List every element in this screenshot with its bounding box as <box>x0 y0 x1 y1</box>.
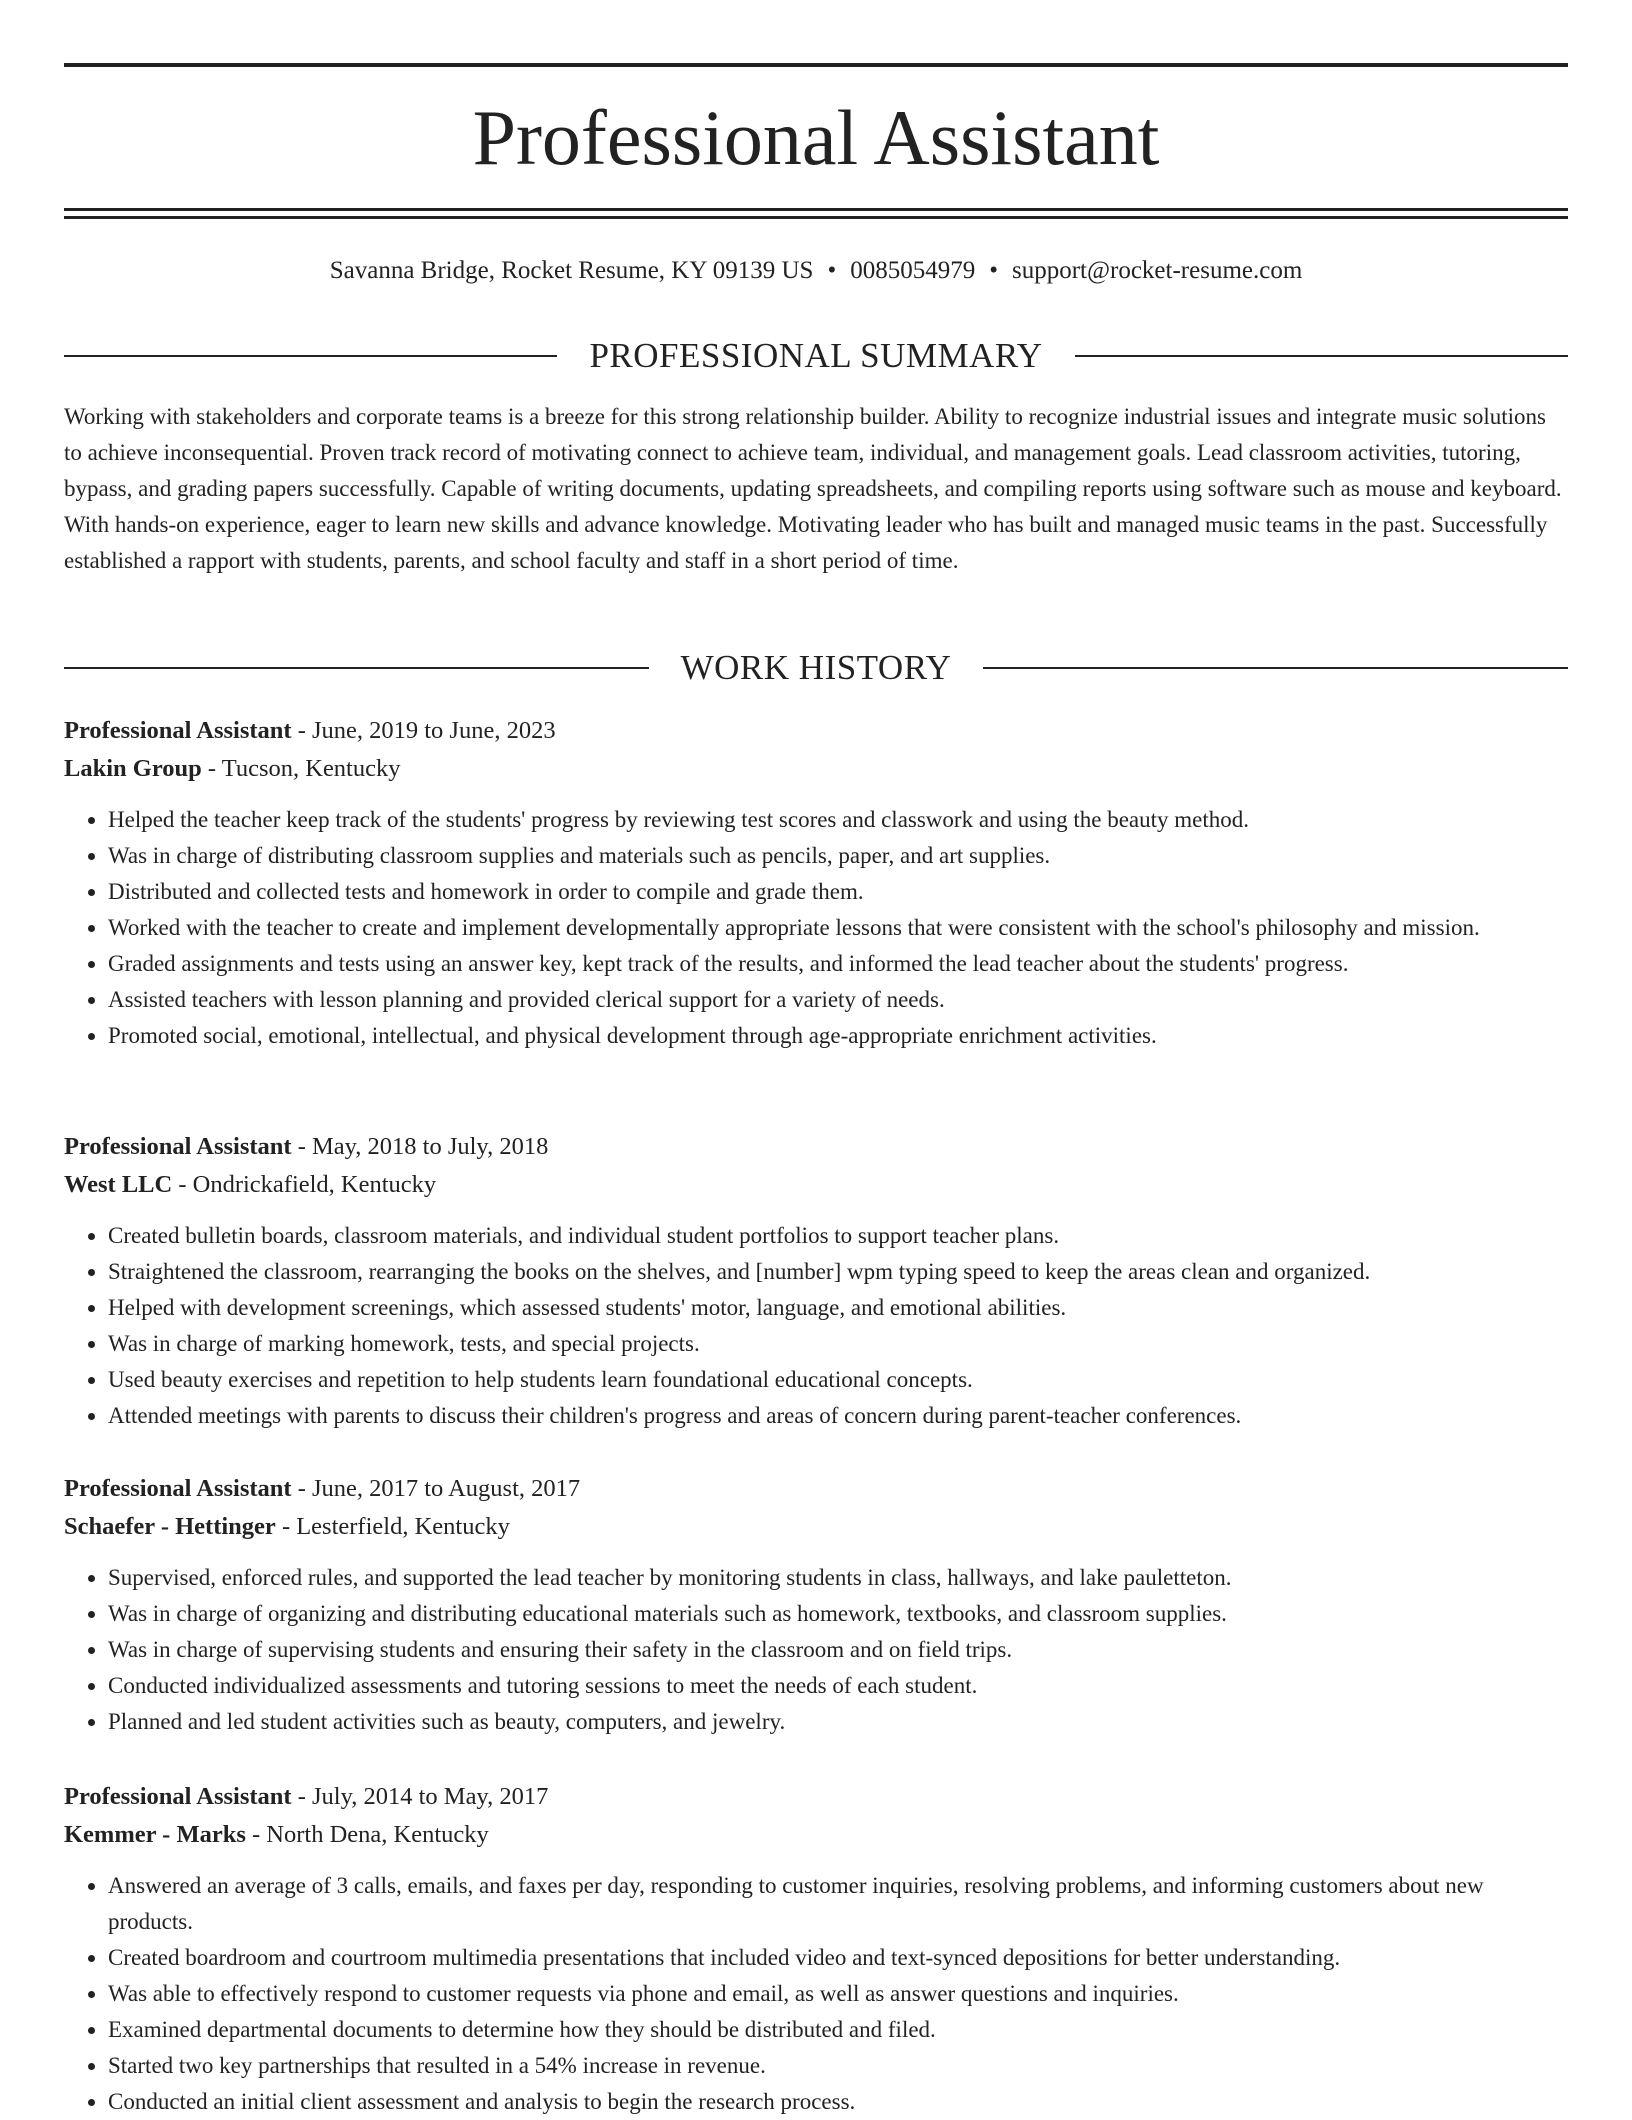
job-bullet-list <box>64 1868 1568 2120</box>
contact-separator: • <box>827 257 837 284</box>
job-title-line <box>64 712 1568 750</box>
job-company-line <box>64 1816 1568 1854</box>
contact-address: Savanna Bridge, Rocket Resume, KY 09139 US <box>329 257 814 284</box>
job-bullet: • Worked with the teacher to create and implement developmentally appropriate lessons that were consistent with the school's philosophy and mission. <box>108 910 1568 946</box>
job-entry <box>64 1470 1568 1740</box>
job-bullet: • Examined departmental documents to determine how they should be distributed and filed. <box>108 2012 1568 2048</box>
job-entry <box>64 1778 1568 2120</box>
top-rule <box>64 63 1568 67</box>
job-bullet: • Assisted teachers with lesson planning and provided clerical support for a variety of needs. <box>108 982 1568 1018</box>
job-company-line <box>64 1166 1568 1204</box>
job-title: Professional Assistant <box>64 717 292 744</box>
job-title-line <box>64 1128 1568 1166</box>
job-bullet: • Helped the teacher keep track of the students' progress by reviewing test scores and classwork and using the beauty method. <box>108 802 1568 838</box>
contact-phone: 0085054979 <box>850 257 976 284</box>
job-bullet: • Was in charge of marking homework, tests, and special projects. <box>108 1326 1568 1362</box>
job-bullet: • Used beauty exercises and repetition to help students learn foundational educational concepts. <box>108 1362 1568 1398</box>
summary-heading-label: PROFESSIONAL SUMMARY <box>589 336 1043 375</box>
job-bullet: • Was in charge of supervising students and ensuring their safety in the classroom and on field trips. <box>108 1632 1568 1668</box>
contact-line <box>64 254 1568 288</box>
job-dates: - July, 2014 to May, 2017 <box>291 1783 549 1810</box>
job-location: - Ondrickafield, Kentucky <box>172 1171 437 1198</box>
job-bullet-list <box>64 1560 1568 1740</box>
job-bullet: • Straightened the classroom, rearranging the books on the shelves, and [number] wpm typing speed to keep the areas clean and organized. <box>108 1254 1568 1290</box>
job-entry <box>64 1128 1568 1434</box>
job-bullet-list <box>64 1218 1568 1434</box>
job-bullet: • Promoted social, emotional, intellectual, and physical development through age-appropriate enrichment activities. <box>108 1018 1568 1054</box>
job-company-line <box>64 1508 1568 1546</box>
job-company: West LLC <box>64 1171 173 1198</box>
job-bullet-list <box>64 802 1568 1054</box>
job-company: Kemmer - Marks <box>64 1821 246 1848</box>
job-bullet: • Started two key partnerships that resulted in a 54% increase in revenue. <box>108 2048 1568 2084</box>
double-rule-lower <box>64 216 1568 219</box>
job-title-line <box>64 1778 1568 1816</box>
job-title: Professional Assistant <box>64 1783 292 1810</box>
job-bullet: • Supervised, enforced rules, and supported the lead teacher by monitoring students in class, hallways, and lake pauletteton. <box>108 1560 1568 1596</box>
contact-separator: • <box>989 257 998 284</box>
job-bullet: • Was in charge of distributing classroom supplies and materials such as pencils, paper, and art supplies. <box>108 838 1568 874</box>
job-bullet: • Created boardroom and courtroom multimedia presentations that included video and text-synced depositions for better understanding. <box>108 1940 1568 1976</box>
summary-section-heading <box>64 336 1568 376</box>
double-rule-upper <box>64 208 1568 211</box>
job-dates: - June, 2017 to August, 2017 <box>291 1475 581 1502</box>
job-bullet: • Was able to effectively respond to customer requests via phone and email, as well as answer questions and inquiries. <box>108 1976 1568 2012</box>
job-bullet: • Planned and led student activities such as beauty, computers, and jewelry. <box>108 1704 1568 1740</box>
job-location: - Lesterfield, Kentucky <box>275 1513 510 1540</box>
contact-email: support@rocket-resume.com <box>1011 257 1303 284</box>
heading-rule-right <box>983 667 1568 669</box>
heading-rule-right <box>1075 355 1568 357</box>
job-bullet: • Was in charge of organizing and distributing educational materials such as homework, textbooks, and classroom supplies. <box>108 1596 1568 1632</box>
heading-rule-left <box>64 667 649 669</box>
job-bullet: • Conducted individualized assessments and tutoring sessions to meet the needs of each student. <box>108 1668 1568 1704</box>
job-company-line <box>64 750 1568 788</box>
summary-text: Working with stakeholders and corporate teams is a breeze for this strong relationship builder. Ability to recognize industrial issues and integrate music solutions to achieve inconsequential. Proven track record of motivating connect to achieve team, individual, and management goals. Lead classroom activities, tutoring, bypass, and grading papers successfully. Capable of writing documents, updating spreadsheets, and compiling reports using software such as mouse and keyboard. With hands-on experience, eager to learn new skills and advance knowledge. Motivating leader who has built and managed music teams in the past. Successfully established a rapport with students, parents, and school faculty and staff in a short period of time. <box>64 404 1562 573</box>
job-bullet: • Helped with development screenings, which assessed students' motor, language, and emotional abilities. <box>108 1290 1568 1326</box>
work-history-section-heading <box>64 648 1568 688</box>
job-title-line <box>64 1470 1568 1508</box>
resume-title: Professional Assistant <box>472 94 1160 181</box>
job-location: - North Dena, Kentucky <box>245 1821 489 1848</box>
job-bullet: • Answered an average of 3 calls, emails, and faxes per day, responding to customer inquiries, resolving problems, and informing customers about new products. <box>108 1868 1568 1940</box>
job-company: Schaefer - Hettinger <box>64 1513 276 1540</box>
job-dates: - June, 2019 to June, 2023 <box>291 717 556 744</box>
job-bullet: • Distributed and collected tests and homework in order to compile and grade them. <box>108 874 1568 910</box>
heading-rule-left <box>64 355 557 357</box>
job-bullet: • Graded assignments and tests using an answer key, kept track of the results, and informed the lead teacher about the students' progress. <box>108 946 1568 982</box>
job-entry <box>64 712 1568 1054</box>
job-location: - Tucson, Kentucky <box>201 755 401 782</box>
work-history-heading-label: WORK HISTORY <box>680 648 952 687</box>
job-dates: - May, 2018 to July, 2018 <box>291 1133 549 1160</box>
job-title: Professional Assistant <box>64 1133 292 1160</box>
job-bullet: • Attended meetings with parents to discuss their children's progress and areas of concern during parent-teacher conferences. <box>108 1398 1568 1434</box>
job-bullet: • Created bulletin boards, classroom materials, and individual student portfolios to support teacher plans. <box>108 1218 1568 1254</box>
job-bullet: • Conducted an initial client assessment and analysis to begin the research process. <box>108 2084 1568 2120</box>
job-title: Professional Assistant <box>64 1475 292 1502</box>
job-company: Lakin Group <box>64 755 202 782</box>
